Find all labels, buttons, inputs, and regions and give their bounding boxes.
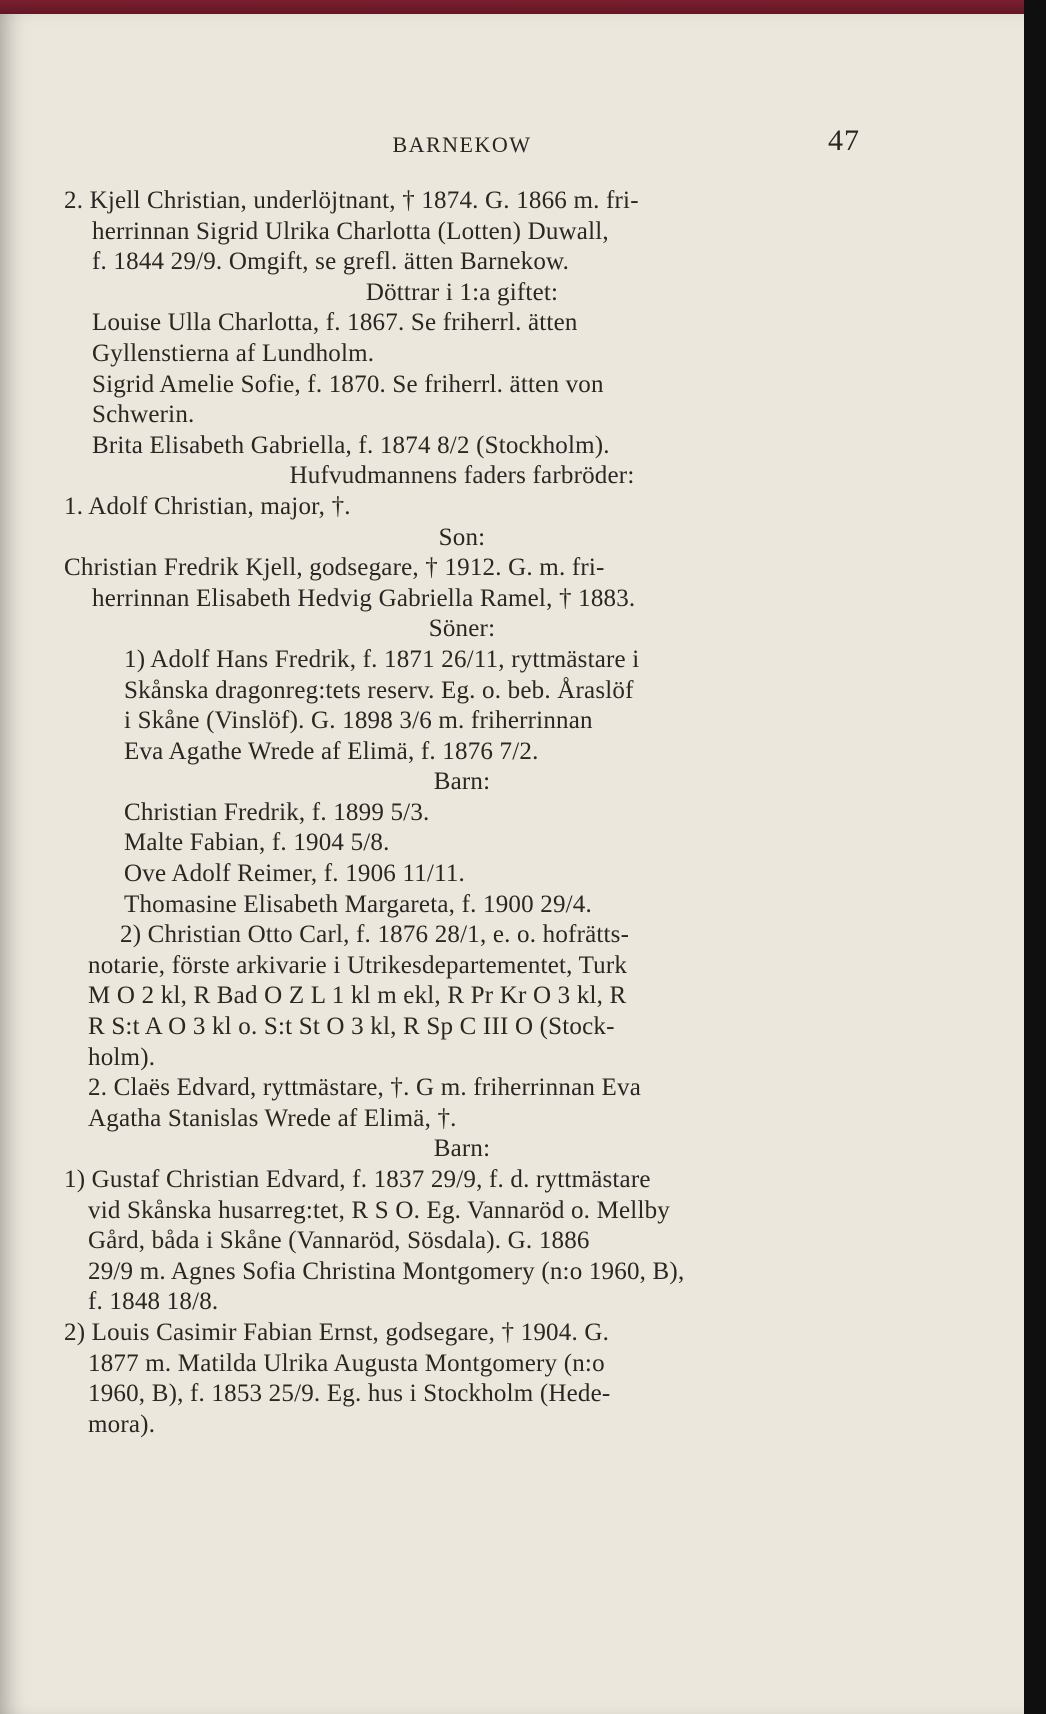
text-line: Sigrid Amelie Sofie, f. 1870. Se friherrl. ätten von bbox=[92, 370, 604, 398]
text-line: i Skåne (Vinslöf). G. 1898 3/6 m. friherrinnan bbox=[124, 707, 593, 735]
section-heading: Söner: bbox=[428, 615, 496, 643]
text-line: mora). bbox=[88, 1410, 156, 1438]
text-line: holm). bbox=[88, 1043, 156, 1071]
text-line: 2) Christian Otto Carl, f. 1876 28/1, e. o. hofrätts- bbox=[120, 921, 630, 949]
text-line: 2. Claës Edvard, ryttmästare, †. G m. friherrinnan Eva bbox=[88, 1074, 641, 1102]
text-line: Christian Fredrik Kjell, godsegare, † 1912. G. m. fri- bbox=[64, 554, 605, 582]
text-line: f. 1848 18/8. bbox=[88, 1288, 219, 1316]
text-line: 29/9 m. Agnes Sofia Christina Montgomery (n:o 1960, B), bbox=[88, 1257, 685, 1285]
section-heading: Döttrar i 1:a giftet: bbox=[365, 278, 559, 306]
section-heading: Son: bbox=[438, 523, 486, 551]
text-line: 2. Kjell Christian, underlöjtnant, † 1874. G. 1866 m. fri- bbox=[64, 187, 639, 214]
text-line: 2) Louis Casimir Fabian Ernst, godsegare, † 1904. G. bbox=[64, 1318, 610, 1346]
text-line: Eva Agathe Wrede af Elimä, f. 1876 7/2. bbox=[124, 737, 539, 765]
section-heading: Hufvudmannens faders farbröder: bbox=[289, 462, 635, 490]
text-line: notarie, förste arkivarie i Utrikesdepartementet, Turk bbox=[88, 951, 628, 979]
text-line: Louise Ulla Charlotta, f. 1867. Se friherrl. ätten bbox=[92, 309, 578, 337]
text-line: Gård, båda i Skåne (Vannaröd, Sösdala). G. 1886 bbox=[88, 1227, 590, 1255]
text-line: Gyllenstierna af Lundholm. bbox=[92, 339, 375, 367]
text-line: R S:t A O 3 kl o. S:t St O 3 kl, R Sp C III O (Stock- bbox=[88, 1013, 615, 1041]
section-heading: Barn: bbox=[433, 768, 491, 796]
text-line: Agatha Stanislas Wrede af Elimä, †. bbox=[88, 1104, 457, 1132]
text-line: Christian Fredrik, f. 1899 5/3. bbox=[124, 798, 430, 826]
text-line: f. 1844 29/9. Omgift, se grefl. ätten Barnekow. bbox=[92, 248, 570, 276]
text-line: Malte Fabian, f. 1904 5/8. bbox=[124, 829, 390, 857]
text-line: M O 2 kl, R Bad O Z L 1 kl m ekl, R Pr Kr O 3 kl, R bbox=[88, 982, 627, 1010]
genealogy-text bbox=[64, 186, 860, 1440]
text-line: Ove Adolf Reimer, f. 1906 11/11. bbox=[124, 860, 465, 888]
text-line: Skånska dragonreg:tets reserv. Eg. o. beb. Åraslöf bbox=[124, 676, 634, 704]
text-line: Brita Elisabeth Gabriella, f. 1874 8/2 (Stockholm). bbox=[92, 431, 610, 459]
text-line: 1877 m. Matilda Ulrika Augusta Montgomery (n:o bbox=[88, 1349, 605, 1377]
text-line: Schwerin. bbox=[92, 401, 195, 429]
text-line: 1. Adolf Christian, major, †. bbox=[64, 492, 351, 520]
text-line: herrinnan Sigrid Ulrika Charlotta (Lotten) Duwall, bbox=[92, 217, 609, 245]
page-header bbox=[64, 124, 860, 170]
text-line: Thomasine Elisabeth Margareta, f. 1900 29/4. bbox=[124, 890, 592, 918]
page-edge-shadow bbox=[1024, 0, 1046, 1714]
section-heading: Barn: bbox=[433, 1135, 491, 1163]
text-line: 1) Gustaf Christian Edvard, f. 1837 29/9, f. d. ryttmästare bbox=[64, 1166, 651, 1193]
text-line: 1960, B), f. 1853 25/9. Eg. hus i Stockholm (Hede- bbox=[88, 1380, 611, 1408]
text-line: 1) Adolf Hans Fredrik, f. 1871 26/11, ryttmästare i bbox=[124, 645, 640, 673]
text-line: herrinnan Elisabeth Hedvig Gabriella Ramel, † 1883. bbox=[92, 584, 636, 612]
page-number: 47 bbox=[828, 124, 860, 157]
text-line: vid Skånska husarreg:tet, R S O. Eg. Vannaröd o. Mellby bbox=[88, 1196, 670, 1224]
running-head: BARNEKOW bbox=[392, 132, 532, 157]
